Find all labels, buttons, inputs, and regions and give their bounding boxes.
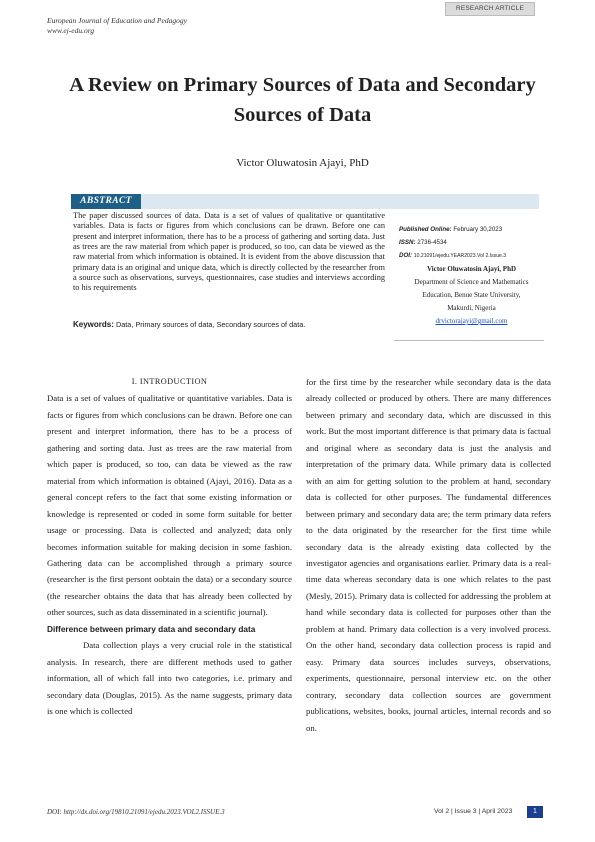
author-name: Victor Oluwatosin Ajayi, PhD [236, 157, 369, 169]
doi-value[interactable]: 10.21091/ejedu.YEAR2023.Vol 2.Issue.3 [413, 253, 507, 259]
difference-paragraph: Data collection plays a very crucial role in the statistical analysis. In research, there are different methods used to gather information, all of which fall into two categories, i.e. primary and secondary data (Douglas, 2015). As the name suggests, primary data is one which is collected [47, 640, 292, 717]
journal-url[interactable]: www.ej-edu.org [47, 26, 95, 35]
issn-label: ISSN: [399, 239, 416, 246]
abstract-label: ABSTRACT [71, 194, 141, 209]
body-column-left [47, 374, 292, 720]
published-row [399, 223, 544, 236]
abstract-header-bar [71, 194, 539, 209]
journal-header [47, 16, 187, 36]
affiliation-line-2: Education, Benue State University, [422, 291, 521, 299]
keywords-label: Keywords: [73, 320, 114, 329]
keywords-text: Data, Primary sources of data, Secondary sources of data. [115, 320, 306, 329]
paper-title: A Review on Primary Sources of Data and Secondary Sources of Data [69, 74, 536, 126]
journal-name: European Journal of Education and Pedagogy [47, 16, 187, 25]
footer-doi[interactable]: DOI: http://dx.doi.org/19810.21091/ejedu.2023.VOL2.ISSUE.3 [47, 808, 225, 816]
page-number: 1 [527, 806, 543, 818]
article-info-panel [399, 223, 544, 328]
issn-value: 2736-4534 [417, 239, 447, 246]
section-heading-introduction: I. INTRODUCTION [131, 377, 208, 386]
abstract-text: The paper discussed sources of data. Data is a set of values of qualitative or quantitative variables. Data is facts or figures from which conclusions can be drawn. Before one can present and interpret information, there has to be a process of gathering and sorting data. Just as trees are the raw material from which paper is produced, so too, can data be viewed as the raw material from which information is obtained. It is evident from the above discussion that primary data is an original and unique data, which is directly collected by the researcher from a source such as observations, surveys, questionnaires, case studies and interviews according to his requirements [73, 211, 385, 293]
info-divider [394, 340, 544, 341]
intro-paragraph: Data is a set of values of qualitative or quantitative variables. Data is facts or figures from which conclusions can be drawn. Before one can present and interpret information, there has to be a process of gathering and sorting data. Just as trees are the raw material from which paper is produced, so too, can data be viewed as the raw material from which information is obtained (Ajayi, 2016). Data as a general concept refers to the fact that some existing information or knowledge is represented or coded in some form suitable for better usage or processing. Data is collected and analyzed; data only becomes information suitable for making decision in some fashion. Gathering data can be accomplished through a primary source (researcher is the first persont oobtain the data) or a secondary source (the researcher obtains the data that has already been collected by other sources, such as data disseminated in a scientific journal). [47, 393, 292, 618]
published-date: February 30,2023 [453, 226, 503, 233]
issn-row [399, 236, 544, 249]
doi-label: DOI: [399, 252, 413, 259]
published-label: Published Online: [399, 226, 452, 233]
body-column-right [306, 374, 551, 736]
footer-issue-info: Vol 2 | Issue 3 | April 2023 [434, 808, 513, 815]
affiliation-line-3: Makurdi, Nigeria [447, 304, 496, 312]
subheading-difference: Difference between primary data and secondary data [47, 623, 256, 634]
doi-row [399, 249, 544, 263]
article-type-badge: RESEARCH ARTICLE [445, 2, 535, 16]
author-email-link[interactable]: drvictorajayi@gmail.com [435, 317, 508, 325]
email-row [399, 315, 544, 328]
keywords [73, 320, 385, 329]
info-author-name: Victor Oluwatosin Ajayi, PhD [426, 265, 517, 273]
affiliation-line-1: Department of Science and Mathematics [414, 278, 529, 286]
right-column-paragraph: for the first time by the researcher while secondary data is the data already collected or produced by others. There are many differences between primary and secondary data, which are discussed in this work. But the most important difference is that primary data is factual and original where as secondary data is just the analysis and interpretation of the primary data. While primary data is collected with an aim for getting solution to the problem at hand, secondary data is collected for other purposes. The fundamental differences between primary and secondary data are; the term primary data refers to the data originated by the researcher for the first time while secondary data is the already existing data collected by the investigator agencies and organisations earlier. Primary data is a real-time data whereas secondary data is one which relates to the past (Mesly, 2015). Primary data is collected for addressing the problem at hand while secondary data is collected for purposes other than the problem at hand. Primary data collection is a very involved process. On the other hand, secondary data collection process is rapid and easy. Primary data sources includes surveys, observations, experiments, questionnaire, personal interview etc. on the other contrary, secondary data collection sources are government publications, websites, books, journal articles, internal records and so on. [306, 377, 551, 733]
